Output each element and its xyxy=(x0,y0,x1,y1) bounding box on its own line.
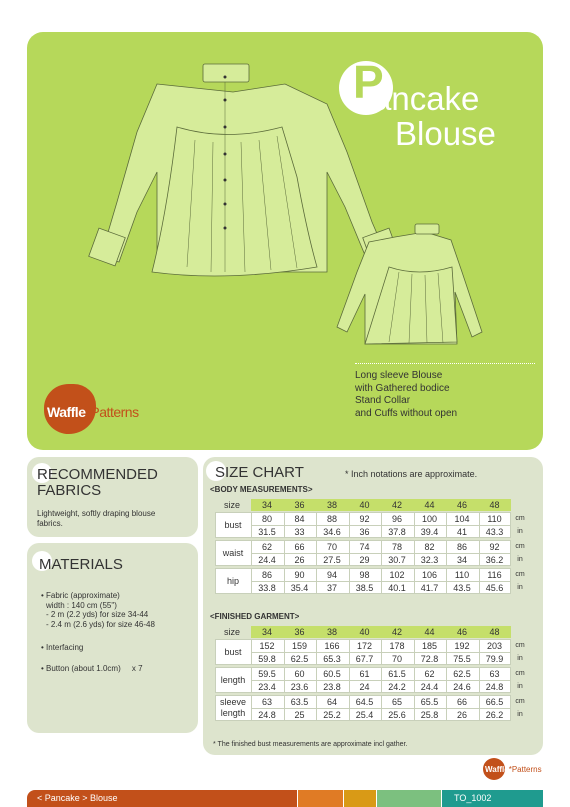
logo-part2: *Patterns xyxy=(85,404,139,420)
inch-cell: 25.4 xyxy=(355,710,374,720)
row-label: bust xyxy=(224,520,242,530)
footer-swatch xyxy=(377,790,441,807)
size-chart-note: * Inch notations are approximate. xyxy=(345,469,478,479)
inch-cell: 41.7 xyxy=(420,583,439,593)
materials-fabric xyxy=(41,591,196,629)
fabric-line: - 2.4 m (2.6 yds) for size 46-48 xyxy=(46,619,155,629)
size-header-cell: 42 xyxy=(391,500,402,510)
recommended-text-line1: Lightweight, softly draping blouse xyxy=(37,509,156,518)
recommended-fabrics-panel xyxy=(27,457,198,537)
cm-cell: 63 xyxy=(261,697,272,707)
inch-cell: 37 xyxy=(326,583,337,593)
cm-cell: 62 xyxy=(261,542,272,552)
size-tables xyxy=(203,457,543,755)
inch-cell: 70 xyxy=(391,654,402,664)
inch-cell: 24.4 xyxy=(258,555,276,565)
waffle-patterns-logo xyxy=(44,384,179,434)
materials-interfacing: • Interfacing xyxy=(41,643,84,652)
cm-cell: 66.5 xyxy=(485,697,504,707)
cm-cell: 84 xyxy=(294,514,305,524)
size-header-cell: 46 xyxy=(456,627,467,637)
title-line2: Blouse xyxy=(395,115,496,152)
cm-cell: 185 xyxy=(421,641,438,651)
cm-cell: 70 xyxy=(326,542,337,552)
inch-cell: 24.8 xyxy=(258,710,276,720)
footer-bar-breadcrumb xyxy=(27,790,297,807)
cm-cell: 78 xyxy=(391,542,402,552)
cm-cell: 82 xyxy=(424,542,435,552)
inch-cell: 31.5 xyxy=(258,527,276,537)
cm-cell: 152 xyxy=(259,641,275,651)
cm-cell: 65 xyxy=(391,697,402,707)
recommended-text xyxy=(37,509,197,529)
finished-garment-label: <FINISHED GARMENT> xyxy=(210,612,300,621)
size-header-cell: 40 xyxy=(359,627,370,637)
size-chart-footnote: * The finished bust measurements are approximate incl gather. xyxy=(213,741,408,748)
footer-code: TO_1002 xyxy=(454,793,492,803)
description-line: Long sleeve Blouse xyxy=(355,370,443,381)
footer-bar-code xyxy=(442,790,543,807)
cm-cell: 90 xyxy=(294,570,305,580)
inch-cell: 39.4 xyxy=(420,527,439,537)
product-description xyxy=(355,363,535,420)
size-header-cell: 34 xyxy=(261,627,272,637)
inch-cell: 23.8 xyxy=(323,682,341,692)
cm-cell: 64.5 xyxy=(355,697,374,707)
inch-cell: 67.7 xyxy=(355,654,374,664)
cm-cell: 66 xyxy=(294,542,305,552)
cm-cell: 96 xyxy=(391,514,402,524)
size-header-cell: 36 xyxy=(294,500,305,510)
cm-cell: 63.5 xyxy=(290,697,309,707)
size-header-cell: 48 xyxy=(489,627,500,637)
size-header-cell: 38 xyxy=(326,500,337,510)
size-header-cell: 42 xyxy=(391,627,402,637)
cm-cell: 104 xyxy=(454,514,470,524)
inch-cell: 33.8 xyxy=(258,583,276,593)
inch-cell: 72.8 xyxy=(420,654,439,664)
recommended-title xyxy=(37,467,158,499)
inch-cell: 27.5 xyxy=(323,555,341,565)
cm-cell: 60.5 xyxy=(323,669,341,679)
size-label: size xyxy=(223,500,240,510)
footer-logo-text xyxy=(485,765,542,774)
cm-cell: 62 xyxy=(424,669,435,679)
unit-cm: cm xyxy=(515,543,525,550)
fabric-line: • Fabric (approximate) xyxy=(41,591,120,600)
inch-cell: 24.2 xyxy=(388,682,406,692)
inch-cell: 62.5 xyxy=(290,654,309,664)
cm-cell: 59.5 xyxy=(258,669,276,679)
cm-cell: 65.5 xyxy=(420,697,439,707)
description-line: with Gathered bodice xyxy=(355,382,450,394)
inch-cell: 30.7 xyxy=(388,555,406,565)
cm-cell: 172 xyxy=(356,641,373,651)
cm-cell: 166 xyxy=(324,641,340,651)
inch-cell: 26 xyxy=(294,555,305,565)
footer-swatch xyxy=(298,790,343,807)
inch-cell: 38.5 xyxy=(355,583,374,593)
size-header-cell: 38 xyxy=(326,627,337,637)
inch-cell: 36 xyxy=(359,527,370,537)
size-header-cell: 44 xyxy=(424,627,435,637)
cm-cell: 61.5 xyxy=(388,669,406,679)
cm-cell: 62.5 xyxy=(453,669,471,679)
cm-cell: 110 xyxy=(487,514,502,524)
unit-in: in xyxy=(517,584,523,591)
cm-cell: 74 xyxy=(359,542,370,552)
inch-cell: 25 xyxy=(294,710,305,720)
unit-cm: cm xyxy=(515,642,525,649)
materials-title: MATERIALS xyxy=(39,556,123,573)
unit-in: in xyxy=(517,528,523,535)
cm-cell: 86 xyxy=(456,542,467,552)
inch-cell: 24.4 xyxy=(420,682,439,692)
recommended-title-line1: RECOMMENDED xyxy=(37,466,158,483)
body-measurements-label: <BODY MEASUREMENTS> xyxy=(210,485,313,494)
materials-button: • Button (about 1.0cm) x 7 xyxy=(41,664,143,673)
inch-cell: 40.1 xyxy=(388,583,406,593)
cm-cell: 98 xyxy=(359,570,370,580)
cm-cell: 203 xyxy=(486,641,503,651)
inch-cell: 37.8 xyxy=(388,527,406,537)
size-chart-title: SIZE CHART xyxy=(215,464,304,481)
inch-cell: 24.6 xyxy=(453,682,471,692)
size-chart-panel xyxy=(203,457,543,755)
recommended-title-line2: FABRICS xyxy=(37,482,102,499)
cm-cell: 92 xyxy=(359,514,370,524)
inch-cell: 59.8 xyxy=(258,654,276,664)
cm-cell: 66 xyxy=(456,697,467,707)
title-line1: ancake xyxy=(373,80,480,117)
cm-cell: 178 xyxy=(389,641,405,651)
product-title xyxy=(325,55,525,155)
size-label: size xyxy=(223,627,240,637)
inch-cell: 25.2 xyxy=(323,710,341,720)
size-header-cell: 40 xyxy=(359,500,370,510)
row-label: length xyxy=(220,675,246,685)
row-label: length xyxy=(220,708,246,718)
inch-cell: 33 xyxy=(294,527,305,537)
unit-in: in xyxy=(517,711,523,718)
cm-cell: 88 xyxy=(326,514,337,524)
inch-cell: 65.3 xyxy=(323,654,341,664)
inch-cell: 75.5 xyxy=(453,654,471,664)
size-header-cell: 36 xyxy=(294,627,305,637)
cm-cell: 116 xyxy=(487,570,502,580)
description-line: Stand Collar xyxy=(355,395,411,406)
size-header-cell: 48 xyxy=(489,500,500,510)
logo-part1: Waffle xyxy=(47,404,86,420)
row-label: waist xyxy=(222,548,244,558)
footer-logo-part1: Waffle xyxy=(485,765,509,774)
inch-cell: 26.2 xyxy=(485,710,504,720)
inch-cell: 41 xyxy=(456,527,467,537)
unit-in: in xyxy=(517,655,523,662)
inch-cell: 36.2 xyxy=(485,555,504,565)
materials-panel xyxy=(27,543,198,733)
fabric-line: width : 140 cm (55") xyxy=(46,600,117,610)
footer-breadcrumb: < Pancake > Blouse xyxy=(37,793,118,803)
footer-logo-part2: *Patterns xyxy=(508,765,542,774)
inch-cell: 23.6 xyxy=(290,682,309,692)
title-initial: P xyxy=(353,56,384,108)
cm-cell: 100 xyxy=(421,514,438,524)
unit-cm: cm xyxy=(515,515,525,522)
recommended-text-line2: fabrics. xyxy=(37,519,63,528)
inch-cell: 24 xyxy=(359,682,370,692)
inch-cell: 43.5 xyxy=(453,583,471,593)
cm-cell: 159 xyxy=(291,641,308,651)
unit-in: in xyxy=(517,683,523,690)
fabric-line: - 2 m (2.2 yds) for size 34-44 xyxy=(46,610,149,619)
row-label: bust xyxy=(224,647,242,657)
unit-cm: cm xyxy=(515,670,525,677)
cm-cell: 61 xyxy=(359,669,370,679)
cm-cell: 63 xyxy=(489,669,500,679)
inch-cell: 79.9 xyxy=(485,654,504,664)
cm-cell: 106 xyxy=(421,570,438,580)
inch-cell: 25.6 xyxy=(388,710,406,720)
inch-cell: 24.8 xyxy=(485,682,504,692)
cm-cell: 102 xyxy=(389,570,405,580)
cm-cell: 192 xyxy=(454,641,470,651)
footer-swatch xyxy=(344,790,376,807)
cm-cell: 94 xyxy=(326,570,337,580)
inch-cell: 35.4 xyxy=(290,583,309,593)
inch-cell: 23.4 xyxy=(258,682,276,692)
inch-cell: 43.3 xyxy=(485,527,504,537)
inch-cell: 29 xyxy=(359,555,370,565)
unit-cm: cm xyxy=(515,698,525,705)
inch-cell: 45.6 xyxy=(485,583,504,593)
size-header-cell: 34 xyxy=(261,500,272,510)
cm-cell: 80 xyxy=(261,514,272,524)
description-line: and Cuffs without open xyxy=(355,407,458,419)
footer-logo xyxy=(483,758,543,782)
inch-cell: 34.6 xyxy=(323,527,341,537)
row-label: sleeve xyxy=(219,697,246,707)
inch-cell: 25.8 xyxy=(420,710,439,720)
cm-cell: 64 xyxy=(326,697,337,707)
cm-cell: 110 xyxy=(454,570,470,580)
cm-cell: 60 xyxy=(294,669,305,679)
unit-cm: cm xyxy=(515,571,525,578)
cm-cell: 92 xyxy=(489,542,500,552)
size-header-cell: 46 xyxy=(456,500,467,510)
inch-cell: 26 xyxy=(456,710,467,720)
size-header-cell: 44 xyxy=(424,500,435,510)
unit-in: in xyxy=(517,556,523,563)
inch-cell: 32.3 xyxy=(420,555,439,565)
logo-text xyxy=(47,404,139,420)
cm-cell: 86 xyxy=(261,570,272,580)
inch-cell: 34 xyxy=(456,555,467,565)
row-label: hip xyxy=(226,576,239,586)
